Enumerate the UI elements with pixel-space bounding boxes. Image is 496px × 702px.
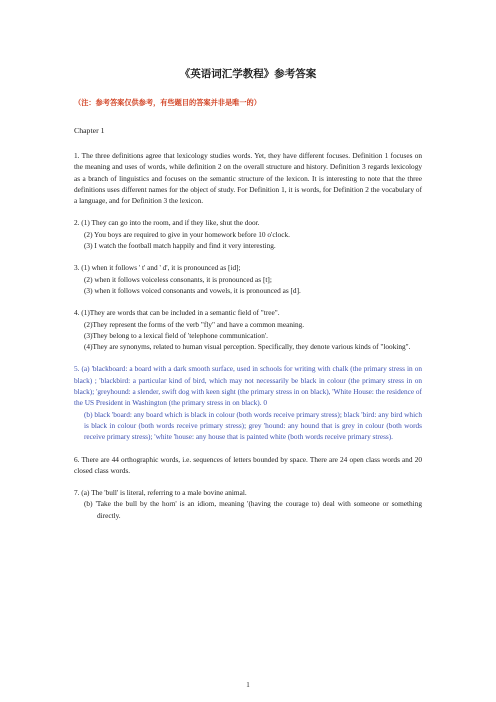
answer-2 <box>74 217 422 251</box>
answer-4 <box>74 307 422 352</box>
answer-2-line-2: (2) You boys are required to give in your homework before 10 o'clock. <box>84 229 290 239</box>
answer-7-line-2: (b) 'Take the bull by the horn' is an idiom, meaning '(having the courage to) deal with someone or something directly. <box>84 499 422 520</box>
answer-4-line-4: (4)They are synonyms, related to human visual perception. Specifically, they denote various kinds of "looking". <box>84 342 411 352</box>
answer-2-line-3: (3) I watch the football match happily and find it very interesting. <box>84 241 276 251</box>
answer-6 <box>74 454 422 477</box>
answer-1 <box>74 150 422 206</box>
answer-4-line-2: (2)They represent the forms of the verb "fly" and have a common meaning. <box>84 319 305 329</box>
answer-note: （注：参考答案仅供参考，有些题目的答案并非是唯一的） <box>74 98 261 107</box>
answer-body <box>74 150 422 532</box>
answer-6-text: 6. There are 44 orthographic words, i.e. sequences of letters bounded by space. There are 24 open class words and 20 closed class words. <box>74 454 422 475</box>
answer-3 <box>74 262 422 296</box>
answer-3-line-3: (3) when it follows voiced consonants and vowels, it is pronounced as [d]. <box>84 285 301 295</box>
answer-2-line-1: 2. (1) They can go into the room, and if they like, shut the door. <box>74 218 260 228</box>
answer-1-text: 1. The three definitions agree that lexicology studies words. Yet, they have different focuses. Definition 1 focuses on the meaning and uses of words, while definition 2 on the overall structure and history. Definition 3 regards lexicology as a branch of linguistics and focuses on the semantic structure of the lexicon. It is interesting to note that the three definitions uses different names for the object of study. For Definition 1, it is words, for Definition 2 the vocabulary of a language, and for Definition 3 the lexicon. <box>74 151 422 206</box>
answer-5-part-b: (b) black 'board: any board which is black in colour (both words receive primary stress); black 'bird: any bird which is black in colour (both words receive primary stress); grey 'hound: any hound that is grey in colour (both words receive primary stress); 'white 'house: any house that is painted white (both words receive primary stress). <box>84 409 422 442</box>
answer-7-line-1: 7. (a) The 'bull' is literal, referring to a male bovine animal. <box>74 488 247 498</box>
document-title: 《英语词汇学教程》参考答案 <box>179 68 317 80</box>
answer-3-line-1: 3. (1) when it follows ' t' and ' d', it is pronounced as [id]; <box>74 263 241 273</box>
answer-5-part-a: 5. (a) 'blackboard: a board with a dark smooth surface, used in schools for writing with chalk (the primary stress in on black) ; 'blackbird: a particular kind of bird, which may not necessarily be black in colour (the primary stress in on black); 'greyhound: a slender, swift dog with keen sight (the primary stress in on black), 'White House: the residence of the US President in Washington (the primary stress in on black). 0 <box>74 364 422 408</box>
answer-4-line-1: 4. (1)They are words that can be included in a semantic field of "tree". <box>74 308 280 318</box>
answer-4-line-3: (3)They belong to a lexical field of 'telephone communication'. <box>84 330 268 340</box>
answer-3-line-2: (2) when it follows voiceless consonants, it is pronounced as [t]; <box>84 274 272 284</box>
page-number: 1 <box>246 681 250 689</box>
answer-7 <box>74 487 422 521</box>
chapter-heading: Chapter 1 <box>74 126 105 135</box>
answer-5 <box>74 363 422 442</box>
